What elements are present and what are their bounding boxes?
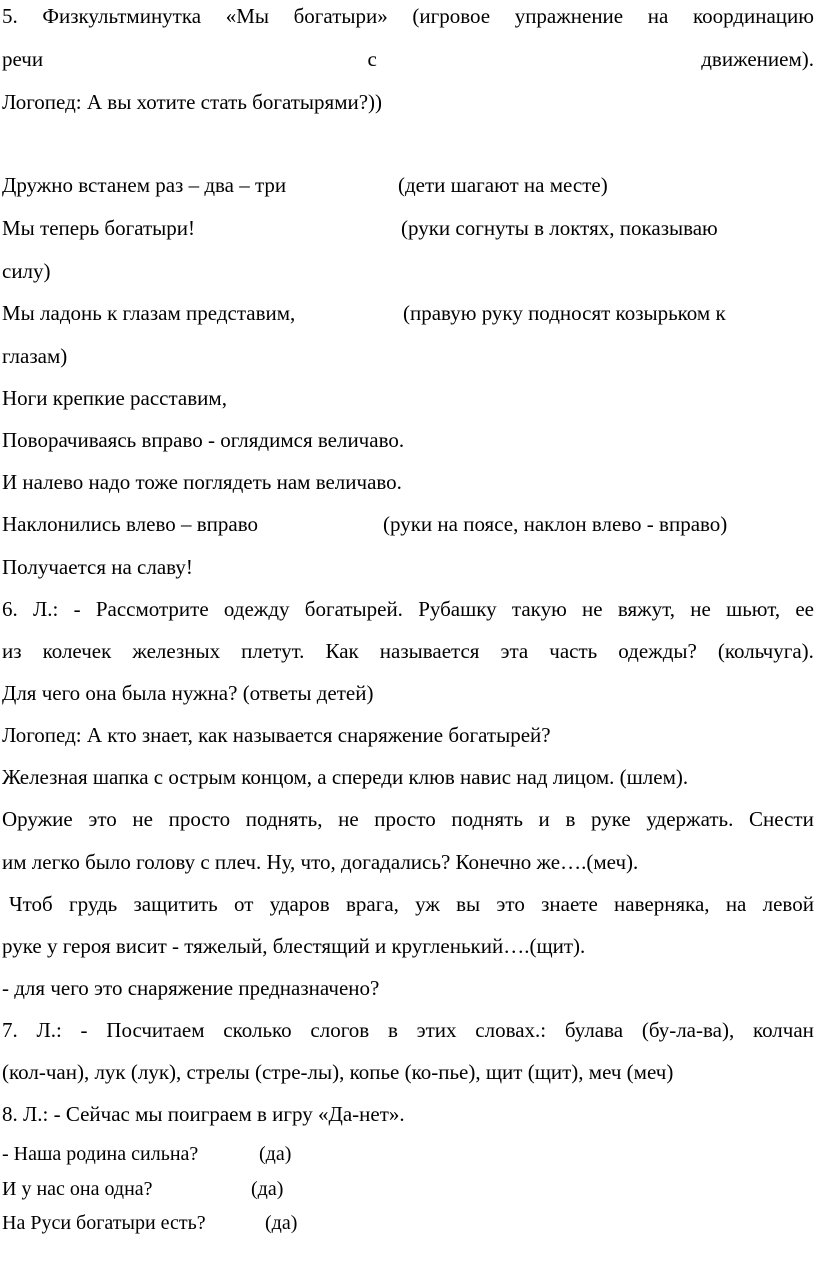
p6-line-5: Железная шапка с острым концом, а спереди клюв навис над лицом. (шлем). [2,765,689,789]
word: просто [168,807,231,831]
word: речи [2,47,44,71]
word: «Мы [225,4,269,28]
poem-line-5: Поворачиваясь вправо - оглядимся величаво. [2,428,405,452]
poem-line-7: Наклонились влево – вправо [2,512,258,536]
word: - [80,1018,88,1042]
word: на [647,4,669,28]
p6-line-9: руке у героя висит - тяжелый, блестящий и кругленький….(щит). [2,934,586,958]
word: в [565,807,576,831]
word: словах.: [475,1018,547,1042]
p6-line-7: им легко было голову с плеч. Ну, что, догадались? Конечно же….(меч). [2,850,639,874]
word: с [367,47,377,71]
word: железных [132,639,221,663]
word: не [582,597,603,621]
poem-line-3-cont: глазам) [2,344,68,368]
word: Рубашку [418,597,497,621]
poem-line-3: Мы ладонь к глазам представим, [2,301,296,325]
word: такую [511,597,567,621]
poem-line-1-action: (дети шагают на месте) [398,173,608,197]
word: это [88,807,117,831]
word: уж [415,892,440,916]
word: ее [795,597,814,621]
word: слогов [310,1018,370,1042]
word: просто [374,807,436,831]
poem-line-3-action: (правую руку подносят козырьком к [403,301,726,325]
word: упражнение [514,4,624,28]
word: 5. [2,4,18,28]
word: руке [591,807,631,831]
word: Чтоб [9,892,53,916]
poem-line-1 [2,172,286,198]
word: Л.: [36,1018,62,1042]
word: знаете [541,892,598,916]
p6-line-1 [2,596,814,622]
word: не [132,807,153,831]
word: (кольчуга). [717,639,814,663]
word: поднять, [245,807,323,831]
p7-line-1 [2,1017,814,1043]
word: не [690,597,711,621]
word: булава [564,1018,624,1042]
poem-line-2: Мы теперь богатыри! [2,216,196,240]
word: Посчитаем [106,1018,205,1042]
word: Как [325,639,359,663]
word: от [233,892,254,916]
p6-line-6 [2,806,814,832]
p5-line-3: Логопед: А вы хотите стать богатырями?)) [2,90,383,114]
word: левой [762,892,814,916]
word: грудь [68,892,118,916]
game-answer-1: (да) [259,1143,292,1165]
game-answer-3: (да) [265,1212,298,1234]
word: Оружие [2,807,73,831]
word: движением). [701,47,814,71]
word: часть [549,639,598,663]
word: колечек [42,639,112,663]
word: вяжут, [617,597,675,621]
game-question-2: И у нас она одна? [2,1178,153,1200]
word: ударов [269,892,330,916]
p8-line-1: 8. Л.: - Сейчас мы поиграем в игру «Да-нет». [2,1102,405,1126]
word: плетут. [241,639,305,663]
word: (игровое [412,4,491,28]
word: поднять [451,807,523,831]
p5-line-2 [2,46,814,72]
word: (бу-ла-ва), [641,1018,735,1042]
p6-line-2 [2,638,814,664]
word: Рассмотрите [95,597,209,621]
game-question-3: На Руси богатыри есть? [2,1212,206,1234]
word: Физкультминутка [42,4,202,28]
word: сколько [223,1018,292,1042]
game-question-1: - Наша родина сильна? [2,1143,199,1165]
word: вы [456,892,481,916]
word: одежду [223,597,290,621]
word: этих [416,1018,457,1042]
poem-line-4: Ноги крепкие расставим, [2,386,227,410]
word: на [725,892,747,916]
poem-text: Дружно встанем раз – два – три [2,173,287,197]
poem-line-2-cont: силу) [2,259,51,283]
word: наверняка, [614,892,710,916]
word: защитить [133,892,218,916]
poem-line-7-action: (руки на поясе, наклон влево - вправо) [383,512,728,536]
game-answer-2: (да) [251,1178,284,1200]
word: 6. [2,597,18,621]
word: в [387,1018,398,1042]
word: называется [379,639,480,663]
word: Л.: [33,597,59,621]
word: 7. [2,1018,18,1042]
word: шьют, [726,597,781,621]
p7-line-2: (кол-чан), лук (лук), стрелы (стре-лы), копье (ко-пье), щит (щит), меч (меч) [2,1060,674,1084]
poem-line-8: Получается на славу! [2,555,193,579]
p6-line-10: - для чего это снаряжение предназначено? [2,976,380,1000]
poem-line-2-action: (руки согнуты в локтях, показываю [401,216,718,240]
p6-line-3: Для чего она была нужна? (ответы детей) [2,681,374,705]
p6-line-4: Логопед: А кто знает, как называется снаряжение богатырей? [2,723,551,747]
word: и [538,807,550,831]
word: врага, [345,892,399,916]
p5-line-1 [2,3,814,29]
word: это [496,892,525,916]
word: - [73,597,81,621]
word: богатырей. [304,597,403,621]
word: одежды? [618,639,697,663]
poem-line-6: И налево надо тоже поглядеть нам величаво. [2,470,402,494]
word: удержать. [646,807,734,831]
word: богатыри» [293,4,388,28]
word: Снести [749,807,814,831]
word: координацию [692,4,814,28]
word: из [2,639,22,663]
word: эта [500,639,529,663]
word: колчан [752,1018,814,1042]
word: не [338,807,359,831]
p6-line-8 [9,891,814,917]
